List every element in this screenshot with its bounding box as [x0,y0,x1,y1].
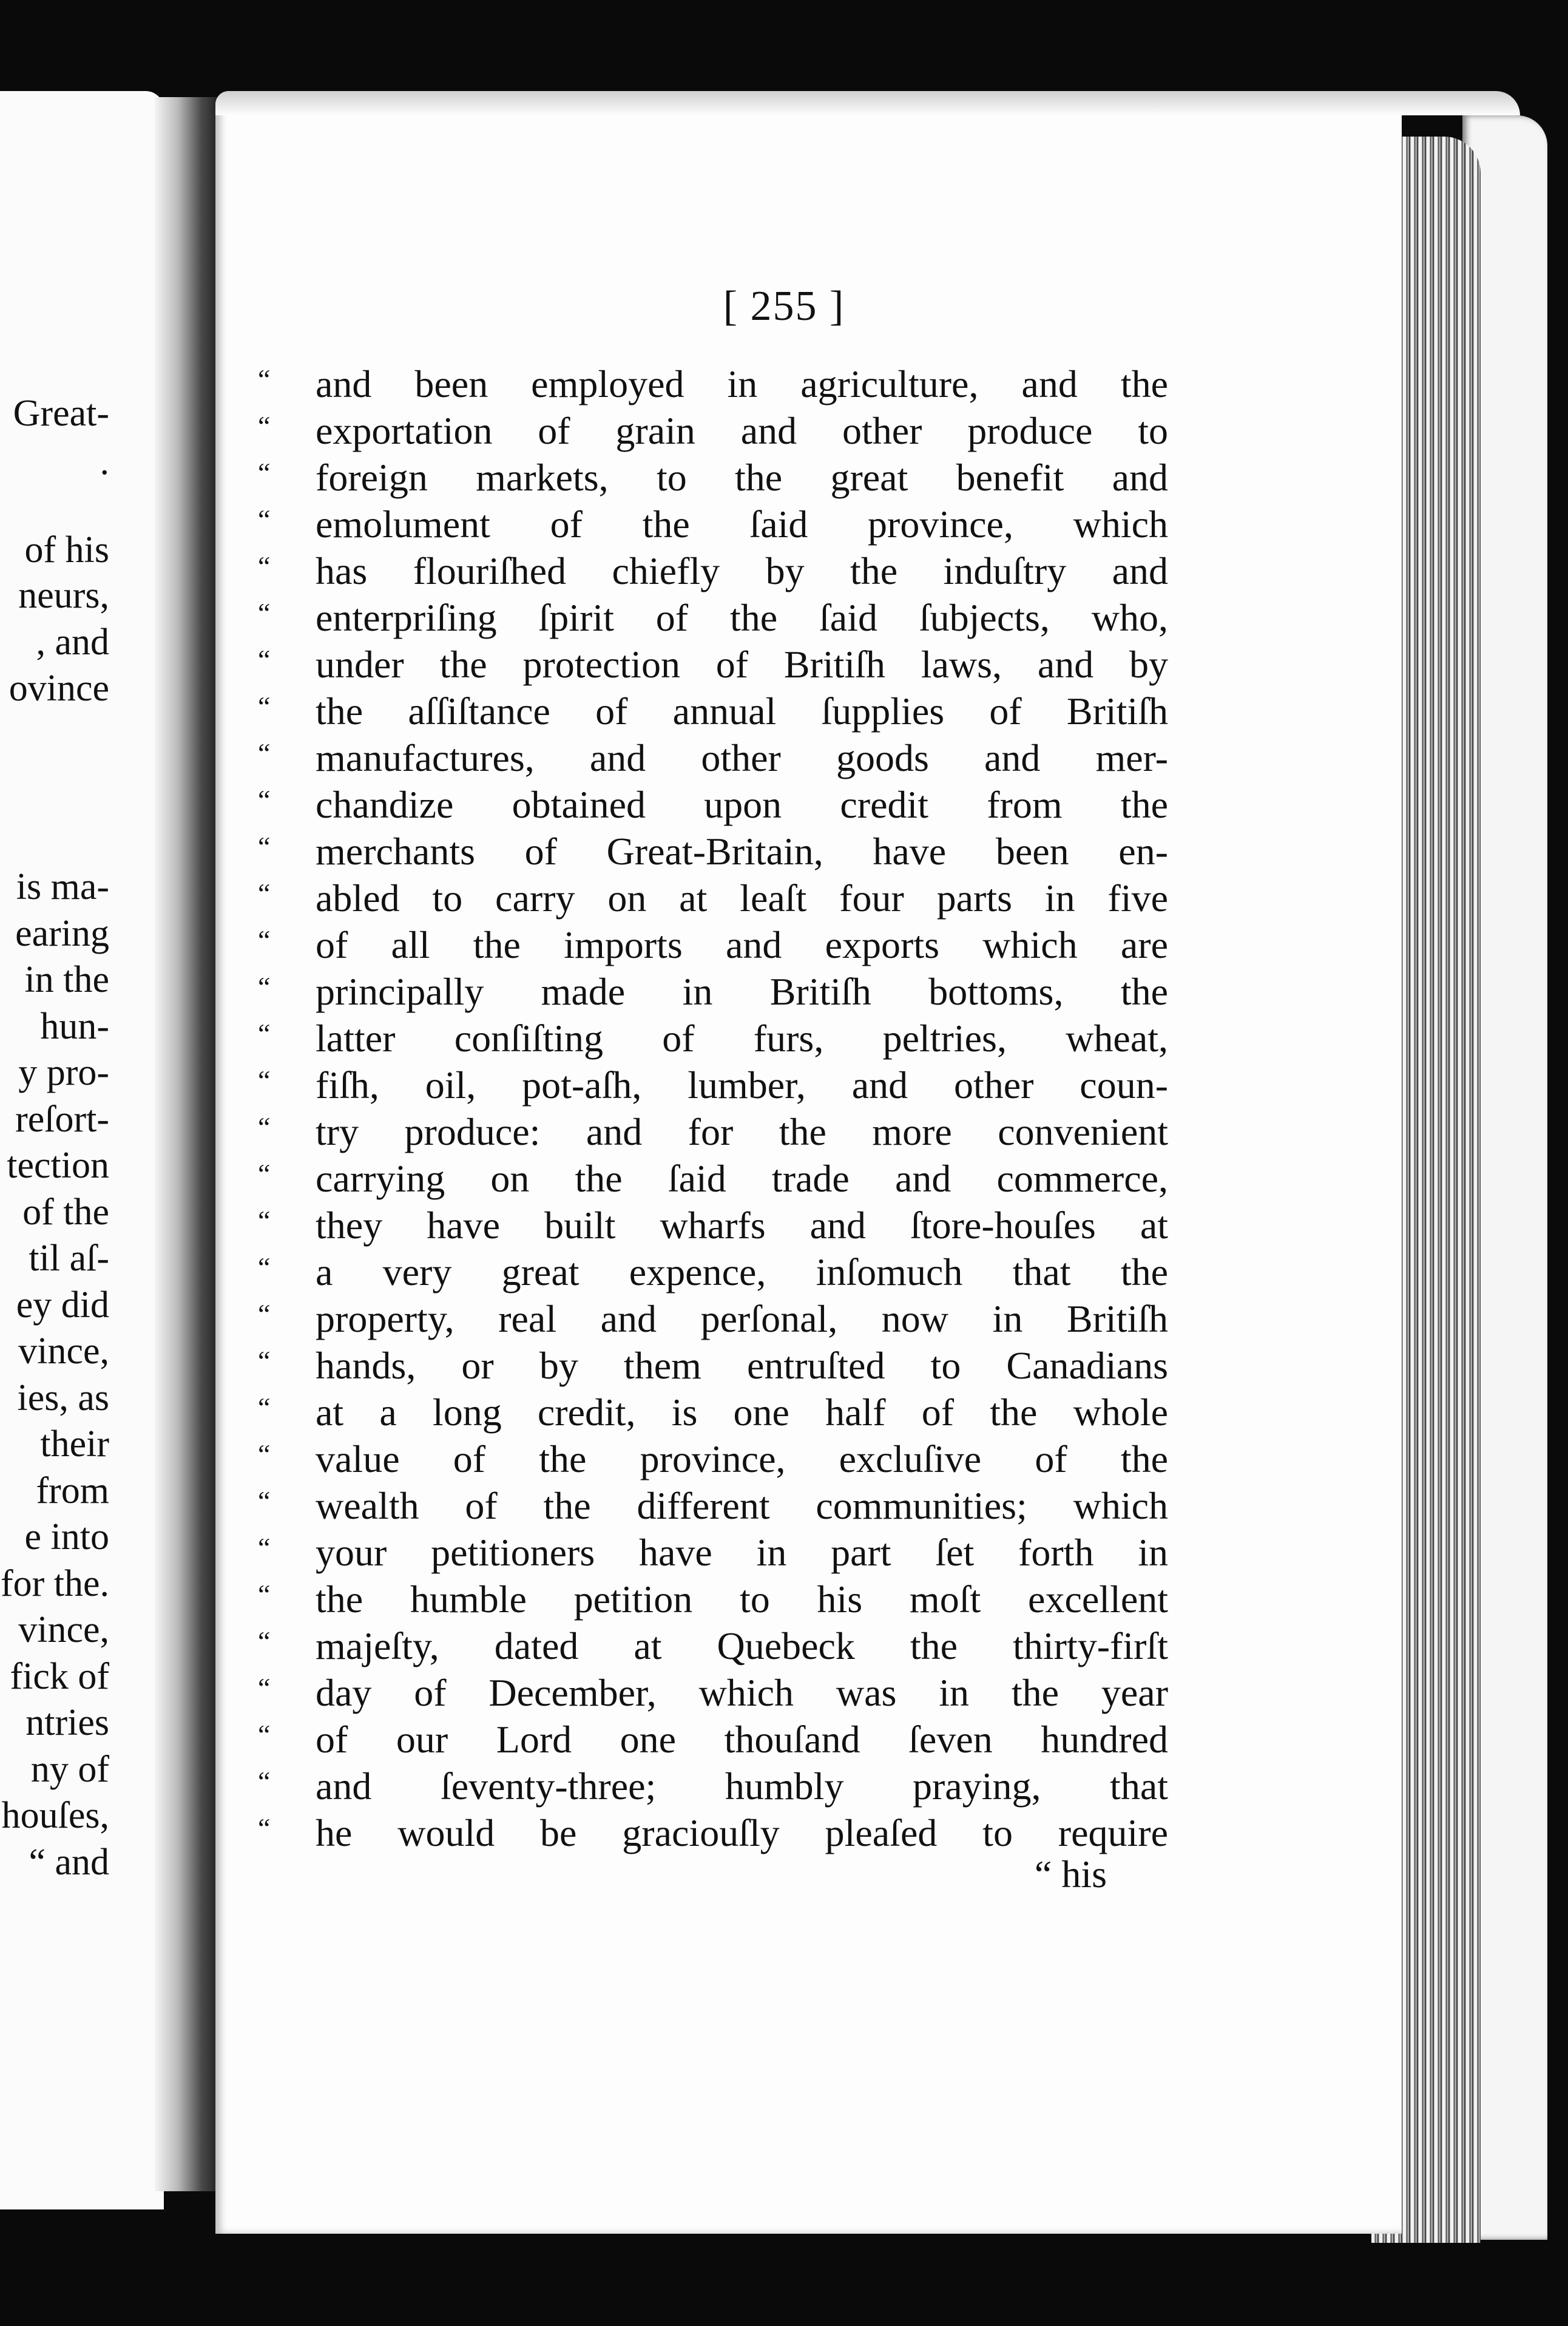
left-line: ntries [25,1702,109,1743]
text-line: “ abled to carry on at leaſt four parts in five [258,876,1168,920]
text-line: “ and ſeventy-three; humbly praying, that [258,1765,1168,1808]
quote-mark: “ [258,1579,271,1610]
left-line: , and [36,622,109,663]
text-line: “ the aſſiſtance of annual ſupplies of Britiſh [258,690,1168,733]
text-line: “ hands, or by them entruſted to Canadians [258,1344,1168,1387]
book-gutter-shadow [155,97,221,2191]
quote-mark: “ [258,831,271,862]
text-line: “ exportation of grain and other produce to [258,409,1168,452]
text-line: “ foreign markets, to the great benefit and [258,456,1168,499]
quote-mark: “ [258,551,271,582]
left-line: e into [24,1516,109,1558]
quote-mark: “ [258,644,271,675]
left-line: from [36,1470,109,1511]
text-line: “ they have built wharfs and ſtore-houſes at [258,1204,1168,1247]
quote-mark: “ [258,1812,271,1843]
text-line: “ at a long credit, is one half of the whole [258,1391,1168,1434]
text-line: “ of our Lord one thouſand ſeven hundred [258,1718,1168,1761]
left-line: is ma- [16,866,109,907]
left-line: of the [22,1192,109,1233]
text-line: “ merchants of Great-Britain, have been en- [258,830,1168,873]
quote-mark: “ [258,504,271,535]
previous-page-fragment [0,91,164,2209]
text-line: “ under the protection of Britiſh laws, and by [258,643,1168,686]
quote-mark: “ [258,1065,271,1096]
text-line: “ try produce: and for the more convenient [258,1110,1168,1153]
quote-mark: “ [258,1252,271,1283]
text-line: “ majeſty, dated at Quebeck the thirty-firſt [258,1624,1168,1667]
text-line: “ a very great expence, inſomuch that the [258,1250,1168,1294]
quote-mark: “ [258,597,271,628]
quote-mark: “ [258,1719,271,1750]
quote-mark: “ [258,1205,271,1236]
text-line: “ enterpriſing ſpirit of the ſaid ſubjects, who, [258,596,1168,639]
text-line: “ and been employed in agriculture, and the [258,362,1168,405]
left-line: Great- [13,393,109,434]
quote-mark: “ [258,1439,271,1470]
text-line: “ latter conſiſting of furs, peltries, wheat, [258,1017,1168,1060]
text-line: “ emolument of the ſaid province, which [258,503,1168,546]
left-line: y pro- [18,1052,109,1093]
text-line: “ of all the imports and exports which are [258,923,1168,966]
left-line: ovince [8,668,109,709]
left-line: ny of [30,1749,109,1790]
left-line: vince, [18,1609,109,1650]
quote-mark: “ [258,1672,271,1703]
text-line: “ property, real and perſonal, now in Britiſh [258,1297,1168,1340]
quote-mark: “ [258,691,271,722]
text-line: “ fiſh, oil, pot-aſh, lumber, and other coun- [258,1063,1168,1107]
left-line: reſort- [15,1099,109,1140]
quote-mark: “ [258,1766,271,1797]
left-line: neurs, [18,575,109,616]
quote-mark: “ [258,457,271,488]
left-line: their [40,1423,109,1465]
text-line: “ value of the province, excluſive of the [258,1437,1168,1480]
text-line: “ principally made in Britiſh bottoms, the [258,970,1168,1013]
quote-mark: “ [258,364,271,395]
text-line: “ manufactures, and other goods and mer- [258,736,1168,779]
quote-mark: “ [258,1626,271,1656]
text-line: “ chandize obtained upon credit from the [258,783,1168,826]
left-line: vince, [18,1331,109,1372]
left-line: fick of [10,1656,109,1697]
text-line: “ the humble petition to his moſt excellent [258,1578,1168,1621]
quote-mark: “ [258,1018,271,1049]
text-line: “ has flouriſhed chiefly by the induſtry and [258,549,1168,592]
page-number: [ 255 ] [723,283,845,330]
quote-mark: “ [258,1532,271,1563]
left-line: of his [24,529,109,571]
quote-mark: “ [258,1298,271,1329]
left-line: . [100,441,109,483]
quote-mark: “ [258,1111,271,1142]
text-line: “ day of December, which was in the year [258,1671,1168,1714]
quote-mark: “ [258,971,271,1002]
quote-mark: “ [258,784,271,815]
page-top-edge [215,91,1520,115]
quote-mark: “ [258,410,271,441]
left-line: ey did [16,1284,109,1326]
quote-mark: “ [258,878,271,909]
left-line: hun- [40,1006,109,1047]
left-line: “ and [29,1842,109,1883]
quote-mark: “ [258,737,271,768]
left-line: ies, as [17,1377,109,1419]
text-line: “ carrying on the ſaid trade and commerce, [258,1157,1168,1200]
text-line: “ your petitioners have in part ſet forth in [258,1531,1168,1574]
catchword: “ his [1034,1853,1107,1896]
left-line: til aſ- [29,1238,109,1279]
quote-mark: “ [258,1158,271,1189]
quote-mark: “ [258,1485,271,1516]
left-line: for the. [0,1563,109,1604]
left-line: houſes, [1,1795,109,1836]
left-line: tection [7,1145,109,1186]
left-line: in the [24,959,109,1000]
quote-mark: “ [258,1345,271,1376]
text-line: “ wealth of the different communities; which [258,1484,1168,1527]
quote-mark: “ [258,924,271,955]
left-line: earing [15,913,109,954]
quote-mark: “ [258,1392,271,1423]
text-line: “ he would be graciouſly pleaſed to require [258,1811,1168,1854]
